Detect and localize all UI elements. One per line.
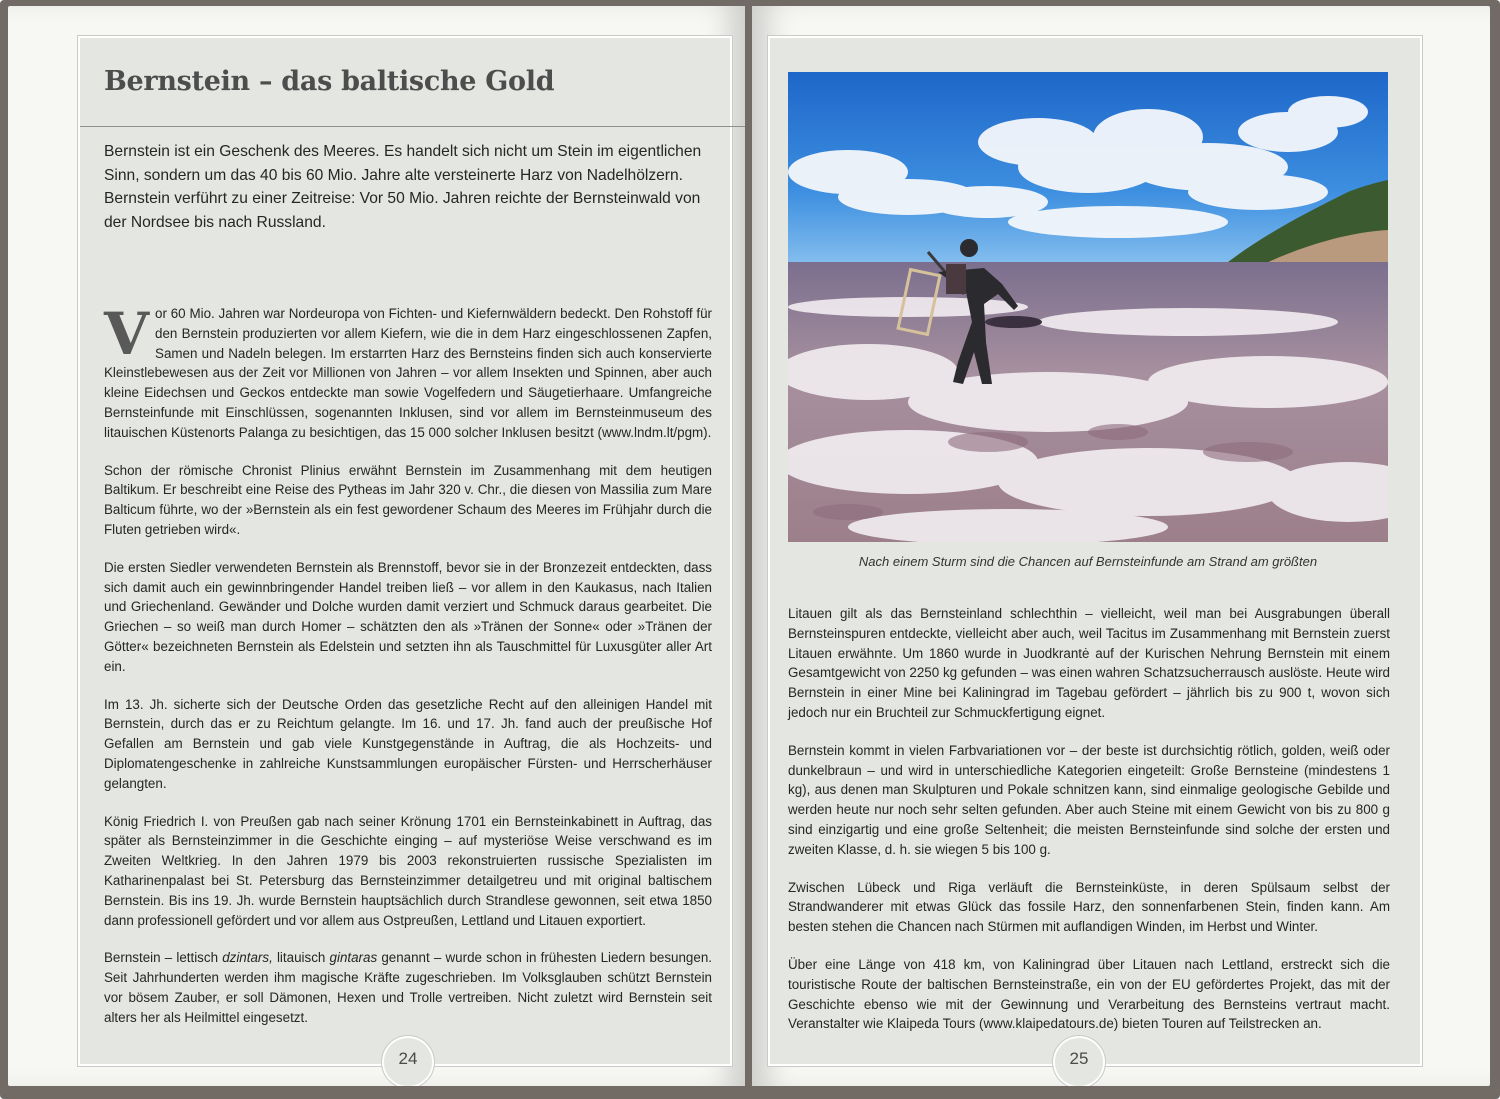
paragraph: Über eine Länge von 418 km, von Kaliningrad über Litauen nach Lettland, erstreckt sich die touristische Route der baltischen Bernsteinstraße, ein von der EU gefördertes Projekt, das mit der Geschichte ebenso wie mit der Gewinnung und Verarbeitung des Bernsteins vertraut macht. Veranstalter wie Klaipeda Tours (www.klaipedatours.de) bieten Touren auf Teilstrecken an.: [788, 956, 1390, 1032]
right-page: [752, 6, 1490, 1086]
text-run: genannt – wurde schon in frühesten Liedern besungen. Seit Jahrhunderten werden ihm magische Kräfte zugeschrieben. Im Volksglauben schützt Bernstein vor bösem Zauber, er soll Dämonen, Hexen und Trolle vertreiben. Nicht zuletzt wird Bernstein seit alters her als Heilmittel eingesetzt.: [104, 950, 712, 1025]
paragraph-text: or 60 Mio. Jahren war Nordeuropa von Fichten- und Kiefernwäldern bedeckt. Den Rohstoff für den Bernstein produzierten vor allem Kiefern, wie die in dem Harz eingeschlossenen Zapfen, Samen und Nadeln belegen. Im erstarrten Harz des Bernsteins finden sich auch konservierte Kleinstlebewesen aus der Zeit vor Millionen von Jahren – vor allem Insekten und Spinnen, aber auch kleine Eidechsen und Geckos entdeckte man sowie Vogelfedern und Säugetierhaare. Umfangreiche Bernsteinfunde mit Einschlüssen, sogenannten Inklusen, sind vor allem im Bernsteinmuseum des litauischen Küstenorts Palanga zu besichtigen, das 15 000 solcher Inklusen besitzt (www.lndm.lt/pgm).: [104, 306, 712, 440]
paragraph: König Friedrich I. von Preußen gab nach seiner Krönung 1701 ein Bernsteinkabinett in Auftrag, das später als Bernsteinzimmer in die Geschichte einging – auf mysteriöse Weise verschwand es im Zweiten Weltkrieg. In den Jahren 1979 bis 2003 rekonstruierten russische Spezialisten im Katharinenpalast bei St. Petersburg das Bernsteinzimmer detailgetreu und mit original baltischem Bernstein. Bis ins 19. Jh. wurde Bernstein hauptsächlich durch Strandlese gewonnen, seit etwa 1850 dann professionell gefördert und vor allem aus Ostpreußen, Lettland und Litauen exportiert.: [104, 813, 712, 928]
paragraph: [104, 948, 712, 1027]
right-body-text: [788, 604, 1390, 1052]
paragraph: Bernstein kommt in vielen Farbvariationen vor – der beste ist durchsichtig rötlich, golden, weiß oder dunkelbraun – und wird in unterschiedliche Kategorien eingeteilt: Große Bernsteine (mindestens 1 kg), aus denen man Skulpturen und Pokale schnitzen kann, sind einmalige geologische Gebilde und werden heute nur noch sehr selten gefunden. Aber auch Steine mit einem Gewicht von bis zu 800 g sind einzigartig und eine große Seltenheit; die meisten Bernsteinfunde sind solche der ersten und zweiten Klasse, d. h. sie wiegen 5 bis 100 g.: [788, 742, 1390, 857]
photo-illustration: [788, 72, 1388, 542]
paragraph: Litauen gilt als das Bernsteinland schlechthin – vielleicht, weil man bei Ausgrabungen überall Bernsteinspuren entdeckte, vielleicht aber auch, weil Tacitus im Zusammenhang mit Bernstein zuerst Litauen erwähnte. Um 1860 wurde in Juodkrantė auf der Kurischen Nehrung Bernstein mit einem Gesamtgewicht von 2250 kg gefunden – was einen wahren Schatzsucherrausch auslöste. Heute wird Bernstein in einer Mine bei Kaliningrad im Tagebau gefördert – jährlich bis zu 900 t, wovon sich jedoch nur ein Bruchteil zur Schmuckfertigung eignet.: [788, 606, 1390, 720]
paragraph: Im 13. Jh. sicherte sich der Deutsche Orden das gesetzliche Recht auf den alleinigen Handel mit Bernstein, durch das er zu Reichtum gelangte. Im 16. und 17. Jh. fand auch der preußische Hof Gefallen am Bernstein und gab viele Kunstgegenstände in Auftrag, die als Hochzeits- und Diplomatengeschenke in zahlreiche Kunstsammlungen europäischer Fürsten- und Herrscherhäuser gelangten.: [104, 696, 712, 791]
paragraph: Zwischen Lübeck und Riga verläuft die Bernsteinküste, in deren Spülsaum selbst der Strandwanderer mit etwas Glück das fossile Harz, den sonnenfarbenen Stein, finden kann. Am besten stehen die Chancen nach Stürmen mit auflandigen Winden, im Herbst und Winter.: [788, 879, 1390, 935]
dropcap: V: [104, 300, 150, 368]
italic-term: dzintars,: [222, 950, 273, 966]
title-divider: [80, 126, 745, 127]
page-number: 24: [382, 1036, 434, 1086]
photo-caption: Nach einem Sturm sind die Chancen auf Bernsteinfunde am Strand am größten: [858, 554, 1318, 569]
right-text-panel: [768, 36, 1422, 1066]
text-run: Bernstein – lettisch: [104, 950, 223, 966]
text-run: litauisch: [272, 950, 330, 966]
italic-term: gintaras: [329, 950, 378, 966]
paragraph: Schon der römische Chronist Plinius erwähnt Bernstein im Zusammenhang mit dem heutigen Baltikum. Er beschreibt eine Reise des Pytheas im Jahr 320 v. Chr., die diesen von Massilia zum Mare Balticum führte, wo der »Bernstein als ein fest gewordener Schaum des Meeres im Frühjahr durch die Fluten getrieben wird«.: [104, 462, 712, 537]
page-title: Bernstein – das baltische Gold: [104, 66, 555, 97]
left-text-panel: [78, 36, 732, 1066]
left-body-text: [104, 300, 712, 1046]
paragraph: [104, 300, 712, 443]
beach-photo: [788, 72, 1388, 542]
page-number: 25: [1053, 1036, 1105, 1086]
left-page: [8, 6, 745, 1086]
lead-paragraph: Bernstein ist ein Geschenk des Meeres. Es handelt sich nicht um Stein im eigentlichen Sinn, sondern um das 40 bis 60 Mio. Jahre alte versteinerte Harz von Nadelhölzern. Bernstein verführt zu einer Zeitreise: Vor 50 Mio. Jahren reichte der Bernsteinwald von der Nordsee bis nach Russland.: [104, 143, 702, 231]
paragraph: Die ersten Siedler verwendeten Bernstein als Brennstoff, bevor sie in der Bronzezeit entdeckten, dass sich damit auch ein gewinnbringender Handel treiben ließ – vor allem in den Kaukasus, nach Italien und Griechenland. Gewänder und Dolche wurden damit verziert und Schmuck daraus gearbeitet. Die Griechen – so weiß man durch Homer – schätzten den als »Tränen der Sonne« oder »Tränen der Götter« bezeichneten Bernstein als Edelstein und setzten ihn als Tauschmittel für Luxusgüter aller Art ein.: [104, 559, 712, 674]
